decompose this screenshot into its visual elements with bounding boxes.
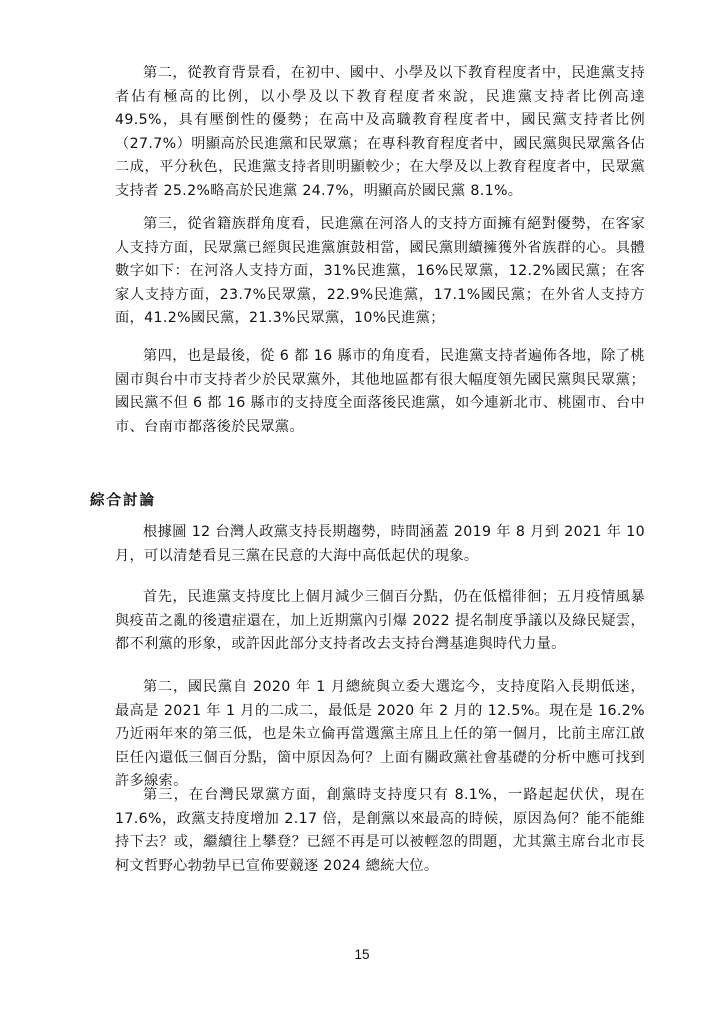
section-heading: 綜合討論 xyxy=(90,493,156,509)
paragraph-dpp: 首先，民進黨支持度比上個月減少三個百分點，仍在低檔徘徊；五月疫情風暴與疫苗之亂的後遺症還在，加上近期黨內引爆 2022 提名制度爭議以及綠民疑雲，都不利黨的形象，或許因此部分支持者改去支持台灣基進與時代力量。 xyxy=(115,589,645,653)
paragraph-trend-intro: 根據圖 12 台灣人政黨支持長期趨勢，時間涵蓋 2019 年 8 月到 2021 年 10 月，可以清楚看見三黨在民意的大海中高低起伏的現象。 xyxy=(115,524,645,564)
page-number: 15 xyxy=(354,947,370,962)
paragraph-kmt: 第二，國民黨自 2020 年 1 月總統與立委大選迄今，支持度陷入長期低迷，最高是 2021 年 1 月的二成二，最低是 2020 年 2 月的 12.5%。現在是 16.2%乃近兩年來的第三低，也是朱立倫再當選黨主席且上任的第一個月，比前主席江啟臣任內還低三個百分點，箇中原因為何？上面有關政黨社會基礎的分析中應可找到許多線索。 xyxy=(115,679,645,790)
paragraph-tpp: 第三，在台灣民眾黨方面，創黨時支持度只有 8.1%，一路起起伏伏，現在 17.6%，政黨支持度增加 2.17 倍，是創黨以來最高的時候，原因為何？能不能維持下去？或，繼續往上攀登？已經不再是可以被輕忽的問題，尤其黨主席台北市長柯文哲野心勃勃早已宣佈要競逐 2024 總統大位。 xyxy=(115,787,645,874)
paragraph-education: 第二，從教育背景看，在初中、國中、小學及以下教育程度者中，民進黨支持者佔有極高的比例，以小學及以下教育程度者來說，民進黨支持者比例高達 49.5%，具有壓倒性的優勢；在高中及高職教育程度者中，國民黨支持者比例（27.7%）明顯高於民進黨和民眾黨；在專科教育程度者中，國民黨與民眾黨各佔二成，平分秋色，民進黨支持者則明顯較少；在大學及以上教育程度者中，民眾黨支持者 25.2%略高於民進黨 24.7%，明顯高於國民黨 8.1%。 xyxy=(115,65,645,199)
paragraph-regions: 第四，也是最後，從 6 都 16 縣市的角度看，民進黨支持者遍佈各地，除了桃園市與台中市支持者少於民眾黨外，其他地區都有很大幅度領先國民黨與民眾黨；國民黨不但 6 都 16 縣市的支持度全面落後民進黨，如今連新北市、桃園市、台中市、台南市都落後於民眾黨。 xyxy=(115,348,645,435)
paragraph-ethnic-groups: 第三，從省籍族群角度看，民進黨在河洛人的支持方面擁有絕對優勢，在客家人支持方面，民眾黨已經與民進黨旗鼓相當，國民黨則續擁獲外省族群的心。具體數字如下：在河洛人支持方面，31%民進黨，16%民眾黨，12.2%國民黨；在客家人支持方面，23.7%民眾黨，22.9%民進黨，17.1%國民黨；在外省人支持方面，41.2%國民黨，21.3%民眾黨，10%民進黨； xyxy=(115,216,645,327)
